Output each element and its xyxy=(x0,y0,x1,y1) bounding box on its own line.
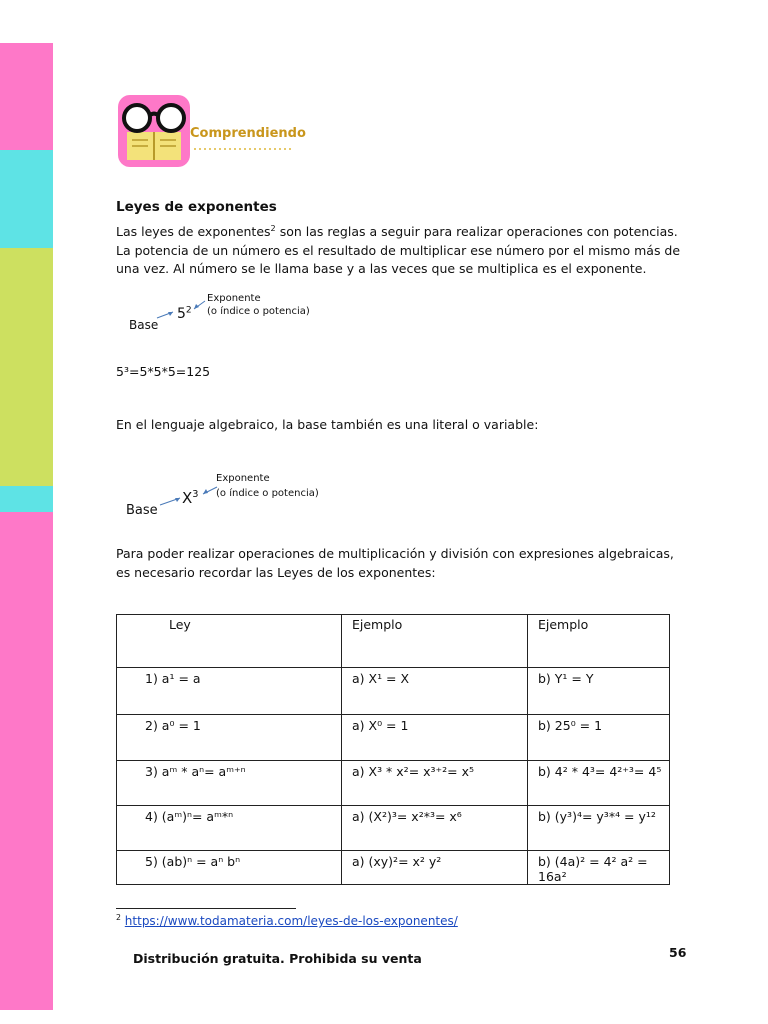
example-power: 5³=5*5*5=125 xyxy=(116,364,211,379)
logo xyxy=(118,94,306,170)
table-row xyxy=(117,806,670,851)
stripe-pink-top xyxy=(0,43,53,150)
law-cell: 1) a¹ = a xyxy=(117,668,342,715)
example-b-cell: b) (y³)⁴= y³*⁴ = y¹² xyxy=(528,806,670,851)
example-a-cell: a) (xy)²= x² y² xyxy=(342,851,528,885)
example-a-cell: a) X⁰ = 1 xyxy=(342,715,528,761)
example-a-cell: a) X³ * x²= x³⁺²= x⁵ xyxy=(342,761,528,806)
table-intro: Para poder realizar operaciones de multiplicación y división con expresiones algebraicas, es necesario recordar las Leyes de los exponentes: xyxy=(116,546,674,580)
example-b-cell: b) 25⁰ = 1 xyxy=(528,715,670,761)
exponent-2: 2 xyxy=(185,305,192,316)
header-ejemplo-a: Ejemplo xyxy=(342,615,528,668)
stripe-pink-bottom xyxy=(0,512,53,1010)
example-a-cell: a) X¹ = X xyxy=(342,668,528,715)
header-ley: Ley xyxy=(117,615,342,668)
exponent-laws-table xyxy=(116,614,670,885)
footnote-divider xyxy=(116,908,296,909)
law-cell: 4) (aᵐ)ⁿ= aᵐ*ⁿ xyxy=(117,806,342,851)
algebra-text: En el lenguaje algebraico, la base también es una literal o variable: xyxy=(116,417,539,432)
footnote-number: 2 xyxy=(116,913,121,922)
law-cell: 5) (ab)ⁿ = aⁿ bⁿ xyxy=(117,851,342,885)
header-ejemplo-b: Ejemplo xyxy=(528,615,670,668)
stripe-cyan xyxy=(0,150,53,248)
exponent-label-2: Exponente xyxy=(216,473,270,484)
exponent-sub: (o índice o potencia) xyxy=(207,306,310,317)
example-b-cell: b) 4² * 4³= 4²⁺³= 4⁵ xyxy=(528,761,670,806)
footnote-link[interactable]: https://www.todamateria.com/leyes-de-los-exponentes/ xyxy=(124,914,458,928)
footnote xyxy=(116,914,458,928)
table-row xyxy=(117,715,670,761)
law-cell: 2) a⁰ = 1 xyxy=(117,715,342,761)
exponent-label: Exponente xyxy=(207,293,261,304)
stripe-lime xyxy=(0,248,53,486)
intro-text-2: son las reglas a seguir para realizar operaciones con potencias. La potencia de un número es el resultado de multiplicar ese número por el mismo más de una vez. Al número se le llama base y a las veces que se multiplica es el exponente. xyxy=(116,224,681,276)
variable-x: X xyxy=(182,489,193,507)
number-5: 5 xyxy=(177,306,186,322)
intro-paragraph xyxy=(116,223,688,279)
example-a-cell: a) (X²)³= x²*³= x⁶ xyxy=(342,806,528,851)
base-label: Base xyxy=(129,318,159,332)
arrows-2 xyxy=(155,480,225,510)
footer-text: Distribución gratuita. Prohibida su venta xyxy=(133,951,422,966)
example-b-cell: b) Y¹ = Y xyxy=(528,668,670,715)
footnote-ref: 2 xyxy=(270,222,276,233)
base-label-2: Base xyxy=(126,503,158,518)
arrows xyxy=(150,296,210,326)
example-b-cell: b) (4a)² = 4² a² = 16a² xyxy=(528,851,670,885)
page-heading: Leyes de exponentes xyxy=(116,199,277,215)
exponent-3: 3 xyxy=(192,489,199,500)
table-row xyxy=(117,668,670,715)
table-row xyxy=(117,761,670,806)
law-cell: 3) aᵐ * aⁿ= aᵐ⁺ⁿ xyxy=(117,761,342,806)
exponent-sub-2: (o índice o potencia) xyxy=(216,488,319,499)
stripe-cyan-small xyxy=(0,486,53,512)
intro-text-1: Las leyes de exponentes xyxy=(116,224,271,239)
logo-text: Comprendiendo xyxy=(190,126,306,141)
table-row xyxy=(117,851,670,885)
page-number: 56 xyxy=(669,945,687,960)
table-header-row xyxy=(117,615,670,668)
